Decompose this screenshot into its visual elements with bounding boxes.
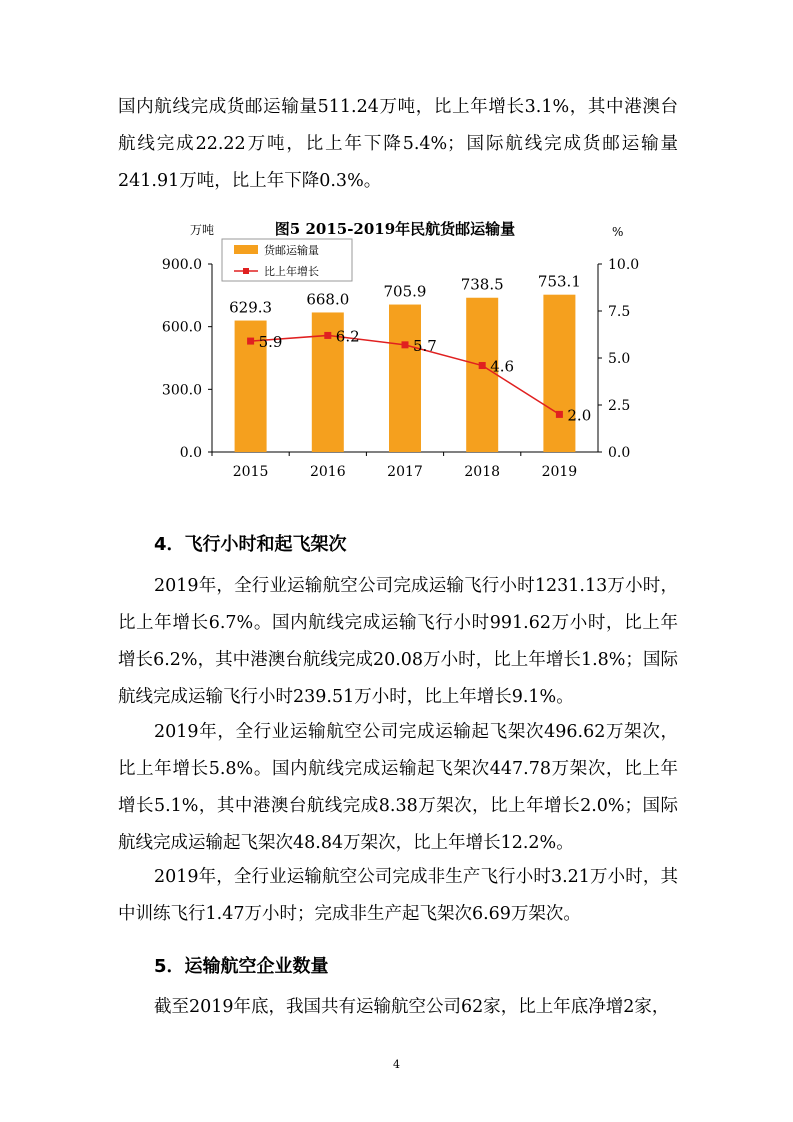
section5-heading: 5．运输航空企业数量 (154, 956, 329, 977)
x-tick-label: 2018 (464, 464, 501, 480)
right-tick-label: 10.0 (608, 257, 640, 273)
legend-bar-swatch (234, 245, 258, 254)
growth-point (479, 362, 486, 369)
growth-label: 6.2 (335, 327, 360, 346)
left-tick-label: 900.0 (161, 257, 202, 273)
section4-paragraph-1: 2019年，全行业运输航空公司完成运输飞行小时1231.13万小时，比上年增长6.7%。国内航线完成运输飞行小时991.62万小时，比上年增长6.2%，其中港澳台航线完成20.08万小时，比上年增长1.8%；国际航线完成运输飞行小时239.51万小时，比上年增长9.1%。 (118, 576, 678, 707)
page-number: 4 (393, 1058, 400, 1071)
legend-bar-label: 货邮运输量 (264, 244, 319, 257)
left-axis-unit: 万吨 (190, 223, 215, 237)
growth-label: 2.0 (567, 406, 592, 425)
growth-point (402, 341, 409, 348)
right-tick-label: 2.5 (608, 398, 631, 414)
section4-heading: 4．飞行小时和起飞架次 (154, 534, 347, 555)
cargo-bar-label: 629.3 (229, 298, 273, 317)
x-tick-label: 2019 (541, 464, 578, 480)
growth-label: 4.6 (490, 357, 515, 376)
cargo-bar-label: 668.0 (306, 290, 350, 309)
cargo-bar (543, 295, 575, 452)
legend-line-swatch (243, 268, 249, 274)
section5-paragraph: 截至2019年底，我国共有运输航空公司62家，比上年底净增2家， (154, 997, 670, 1017)
cargo-chart (150, 210, 640, 490)
x-tick-label: 2016 (309, 464, 346, 480)
x-tick-label: 2015 (232, 464, 269, 480)
right-tick-label: 5.0 (608, 351, 631, 367)
legend-line-label: 比上年增长 (264, 265, 319, 278)
cargo-bar-label: 753.1 (537, 272, 581, 291)
growth-label: 5.9 (258, 333, 283, 352)
left-tick-label: 0.0 (179, 445, 202, 461)
left-tick-label: 300.0 (161, 382, 202, 399)
chart-title: 图5 2015-2019年民航货邮运输量 (274, 220, 516, 238)
cargo-bar-label: 705.9 (383, 282, 427, 301)
intro-paragraph: 国内航线完成货邮运输量511.24万吨，比上年增长3.1%，其中港澳台航线完成22.22万吨，比上年下降5.4%；国际航线完成货邮运输量241.91万吨，比上年下降0.3%。 (118, 97, 678, 191)
cargo-bar (389, 305, 421, 452)
cargo-bar-label: 738.5 (460, 275, 504, 294)
growth-point (324, 332, 331, 339)
growth-point (247, 338, 254, 345)
right-axis-unit: % (612, 225, 624, 239)
right-tick-label: 7.5 (608, 304, 631, 320)
left-tick-label: 600.0 (161, 319, 202, 336)
section4-paragraph-2: 2019年，全行业运输航空公司完成运输起飞架次496.62万架次，比上年增长5.8%。国内航线完成运输起飞架次447.78万架次，比上年增长5.1%，其中港澳台航线完成8.38万架次，比上年增长2.0%；国际航线完成运输起飞架次48.84万架次，比上年增长12.2%。 (118, 722, 678, 853)
chart-legend (222, 239, 352, 281)
growth-label: 5.7 (413, 336, 437, 355)
x-tick-label: 2017 (387, 464, 423, 480)
growth-point (556, 411, 563, 418)
section4-paragraph-3: 2019年，全行业运输航空公司完成非生产飞行小时3.21万小时，其中训练飞行1.47万小时；完成非生产起飞架次6.69万架次。 (118, 867, 678, 924)
right-tick-label: 0.0 (608, 445, 631, 461)
